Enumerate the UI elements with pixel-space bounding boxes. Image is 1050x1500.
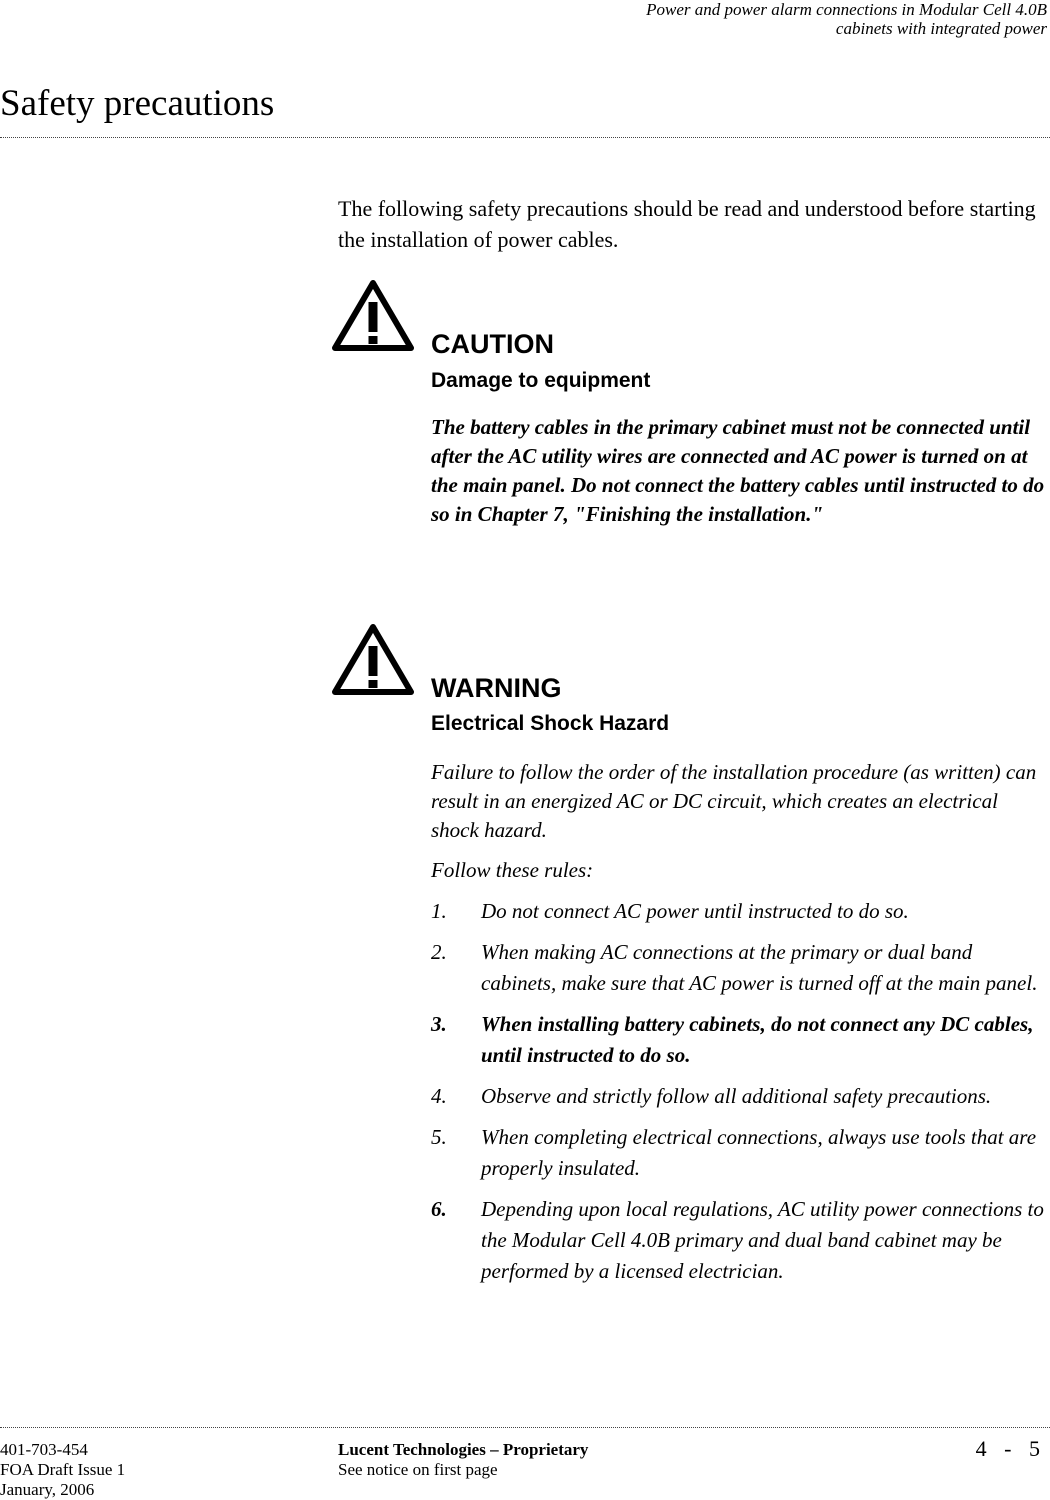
warning-triangle-icon (332, 624, 414, 696)
company-notice: Lucent Technologies – Proprietary (338, 1440, 589, 1459)
caution-heading: CAUTION (431, 329, 554, 359)
title-divider (0, 137, 1050, 138)
footer-doc-info (0, 1440, 125, 1500)
list-item-text: Observe and strictly follow all additional safety precautions. (481, 1084, 992, 1108)
warning-heading: WARNING (431, 673, 562, 703)
list-item (431, 1122, 1050, 1184)
warning-triangle-icon (332, 280, 414, 352)
doc-number: 401-703-454 (0, 1440, 88, 1459)
rules-intro: Follow these rules: (431, 858, 594, 882)
page-title: Safety precautions (0, 83, 275, 124)
footer-divider (0, 1427, 1050, 1428)
list-item-text: When completing electrical connections, always use tools that are properly insulated. (481, 1125, 1037, 1180)
list-item (431, 1009, 1050, 1071)
warning-subheading: Electrical Shock Hazard (431, 712, 670, 735)
list-item (431, 1194, 1050, 1287)
list-item-number: 2. (431, 940, 447, 964)
warning-body: Failure to follow the order of the installation procedure (as written) can result in an energized AC or DC circuit, which creates an electrical shock hazard. (431, 760, 1037, 842)
list-item-text: Do not connect AC power until instructed to do so. (481, 899, 909, 923)
header-line-2: cabinets with integrated power (835, 19, 1047, 38)
list-item-text: Depending upon local regulations, AC utility power connections to the Modular Cell 4.0B primary and dual band cabinet may be performed by a licensed electrician. (481, 1197, 1044, 1283)
list-item-number: 3. (431, 1012, 447, 1036)
list-item-number: 1. (431, 899, 447, 923)
list-item-text: When installing battery cabinets, do not connect any DC cables, until instructed to do so. (481, 1012, 1034, 1067)
list-item (431, 1081, 1050, 1112)
list-item (431, 937, 1050, 999)
list-item-number: 5. (431, 1125, 447, 1149)
footer-proprietary (338, 1440, 588, 1480)
header-line-1: Power and power alarm connections in Modular Cell 4.0B (646, 0, 1047, 19)
see-notice: See notice on first page (338, 1460, 498, 1479)
doc-date: January, 2006 (0, 1480, 95, 1499)
caution-body: The battery cables in the primary cabinet must not be connected until after the AC utility wires are connected and AC power is turned on at the main panel. Do not connect the battery cables until instructed to do so in Chapter 7, "Finishing the installation." (431, 415, 1045, 526)
page-number: 4 - 5 (975, 1436, 1046, 1461)
rules-list (431, 896, 1050, 1297)
caution-subheading: Damage to equipment (431, 369, 651, 392)
list-item-text: When making AC connections at the primary or dual band cabinets, make sure that AC power is turned off at the main panel. (481, 940, 1038, 995)
list-item-number: 4. (431, 1084, 447, 1108)
intro-paragraph: The following safety precautions should be read and understood before starting the installation of power cables. (338, 196, 1036, 252)
doc-issue: FOA Draft Issue 1 (0, 1460, 126, 1479)
running-header (347, 0, 1047, 38)
list-item-number: 6. (431, 1197, 447, 1221)
list-item (431, 896, 1050, 927)
